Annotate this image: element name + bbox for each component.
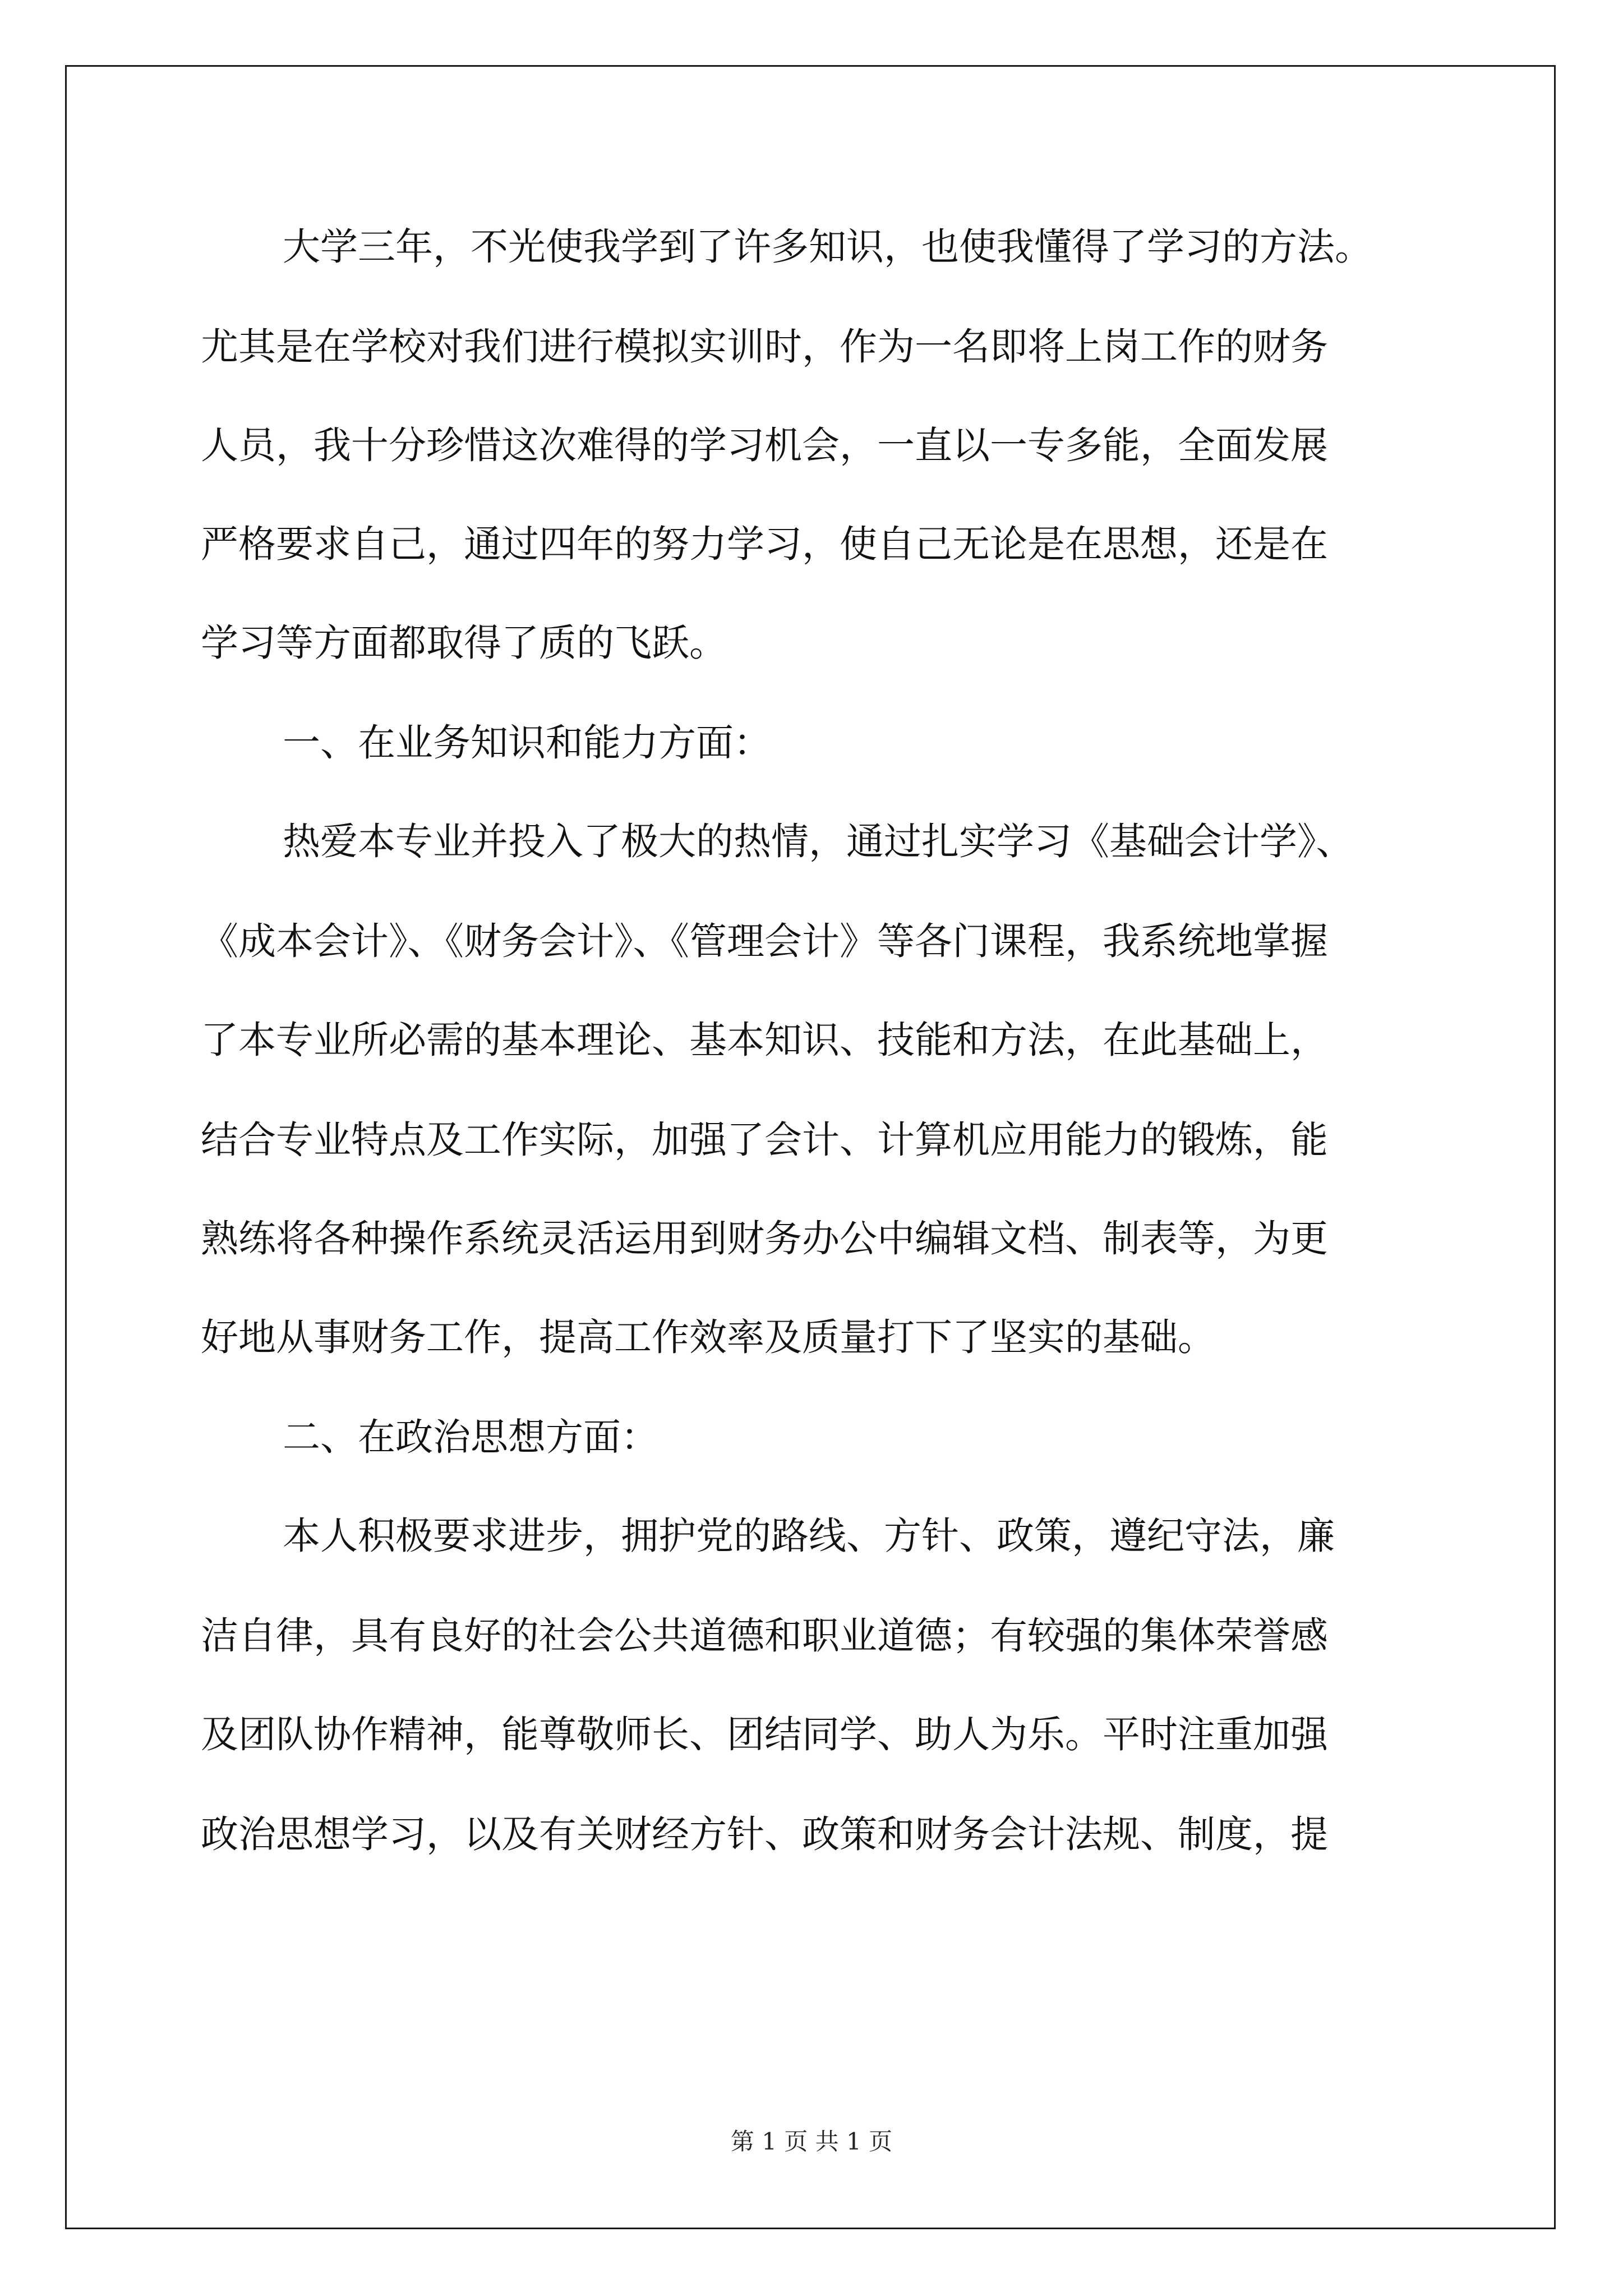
section-heading: 二、在政治思想方面：: [283, 1415, 658, 1459]
paragraph-line: 及团队协作精神，能尊敬师长、团结同学、助人为乐。平时注重加强: [201, 1713, 1328, 1756]
paragraph-line: 熟练将各种操作系统灵活运用到财务办公中编辑文档、制表等，为更: [201, 1217, 1328, 1260]
paragraph-line: 《成本会计》、《财务会计》、《管理会计》等各门课程，我系统地掌握: [201, 919, 1328, 963]
paragraph-line: 结合专业特点及工作实际，加强了会计、计算机应用能力的锻炼，能: [201, 1118, 1328, 1162]
paragraph-line: 本人积极要求进步，拥护党的路线、方针、政策，遵纪守法，廉: [283, 1514, 1335, 1558]
paragraph-line: 严格要求自己，通过四年的努力学习，使自己无论是在思想，还是在: [201, 522, 1328, 566]
paragraph-line: 好地从事财务工作，提高工作效率及质量打下了坚实的基础。: [201, 1315, 1215, 1359]
paragraph-line: 人员，我十分珍惜这次难得的学习机会，一直以一专多能，全面发展: [201, 424, 1328, 467]
paragraph-line: 学习等方面都取得了质的飞跃。: [201, 621, 727, 665]
paragraph-line: 洁自律，具有良好的社会公共道德和职业道德；有较强的集体荣誉感: [201, 1614, 1328, 1658]
paragraph-line: 大学三年，不光使我学到了许多知识，也使我懂得了学习的方法。: [283, 225, 1372, 269]
paragraph-line: 热爱本专业并投入了极大的热情，通过扎实学习《基础会计学》、: [283, 820, 1354, 863]
paragraph-line: 了本专业所必需的基本理论、基本知识、技能和方法，在此基础上，: [201, 1018, 1328, 1062]
paragraph-line: 尤其是在学校对我们进行模拟实训时，作为一名即将上岗工作的财务: [201, 325, 1328, 369]
section-heading: 一、在业务知识和能力方面：: [283, 721, 771, 765]
page-number-footer: 第 1 页 共 1 页: [730, 2128, 893, 2155]
paragraph-line: 政治思想学习，以及有关财经方针、政策和财务会计法规、制度，提: [201, 1812, 1328, 1856]
